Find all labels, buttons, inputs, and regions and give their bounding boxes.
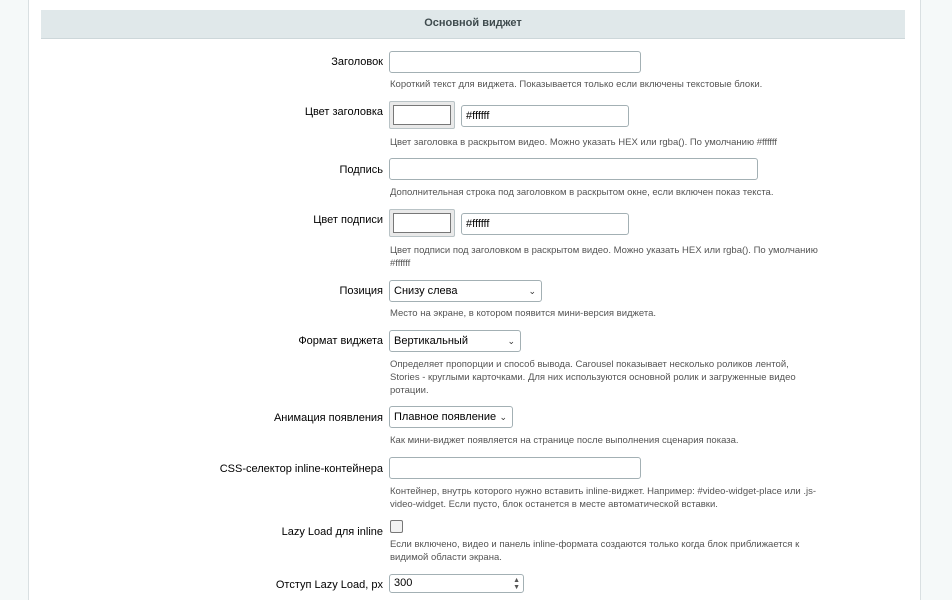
css-selector-input[interactable] <box>389 457 641 479</box>
animation-hint: Как мини-виджет появляется на странице после выполнения сценария показа. <box>390 435 739 446</box>
format-select-value: Вертикальный <box>394 335 468 347</box>
animation-select[interactable] <box>389 406 513 428</box>
title-hint: Короткий текст для виджета. Показывается только если включены текстовые блоки. <box>390 79 763 90</box>
chevron-down-icon: ⌄ <box>528 286 536 296</box>
title-input[interactable] <box>389 51 641 73</box>
caption-color-input[interactable] <box>461 213 629 235</box>
format-select[interactable] <box>389 330 521 352</box>
title-color-label: Цвет заголовка <box>304 106 383 118</box>
position-select-value: Снизу слева <box>394 285 458 297</box>
css-selector-label: CSS-селектор inline-контейнера <box>219 463 383 475</box>
lazy-load-checkbox[interactable] <box>390 520 403 533</box>
spinner-arrows-icon[interactable]: ▲ ▼ <box>513 577 520 591</box>
section-header: Основной виджет <box>41 10 905 39</box>
caption-hint: Дополнительная строка под заголовком в раскрытом окне, если включен показ текста. <box>390 187 774 198</box>
lazy-offset-value: 300 <box>394 577 413 589</box>
position-label: Позиция <box>339 285 383 297</box>
lazy-load-label: Lazy Load для inline <box>281 526 383 538</box>
css-selector-hint: Контейнер, внутрь которого нужно вставить inline-виджет. Например: #video-widget-place или .js-video-widget. Если пусто, блок останется в месте автоматической вставки. <box>390 486 816 510</box>
lazy-load-hint: Если включено, видео и панель inline-формата создаются только когда блок приближается к видимой области экрана. <box>390 539 800 563</box>
caption-label: Подпись <box>339 164 383 176</box>
format-hint: Определяет пропорции и способ вывода. Carousel показывает несколько роликов лентой, Stories - круглыми карточками. Для них используются основной ролик и загруженные видео ротации. <box>390 359 796 396</box>
title-color-swatch <box>393 105 451 125</box>
caption-color-hint: Цвет подписи под заголовком в раскрытом видео. Можно указать HEX или rgba(). По умолчанию #ffffff <box>390 245 818 269</box>
position-hint: Место на экране, в котором появится мини-версия виджета. <box>390 308 657 319</box>
title-color-picker[interactable] <box>389 101 455 129</box>
title-label: Заголовок <box>331 56 383 68</box>
chevron-down-icon: ⌄ <box>499 412 507 422</box>
animation-select-value: Плавное появление <box>394 411 497 423</box>
title-color-input[interactable] <box>461 105 629 127</box>
format-label: Формат виджета <box>298 335 383 347</box>
caption-color-picker[interactable] <box>389 209 455 237</box>
caption-color-label: Цвет подписи <box>313 214 383 226</box>
caption-color-swatch <box>393 213 451 233</box>
lazy-offset-label: Отступ Lazy Load, px <box>275 579 383 591</box>
lazy-offset-input[interactable] <box>389 574 524 593</box>
title-color-hint: Цвет заголовка в раскрытом видео. Можно указать HEX или rgba(). По умолчанию #ffffff <box>390 137 777 148</box>
animation-label: Анимация появления <box>273 412 383 424</box>
position-select[interactable] <box>389 280 542 302</box>
caption-input[interactable] <box>389 158 758 180</box>
chevron-down-icon: ⌄ <box>507 336 515 346</box>
